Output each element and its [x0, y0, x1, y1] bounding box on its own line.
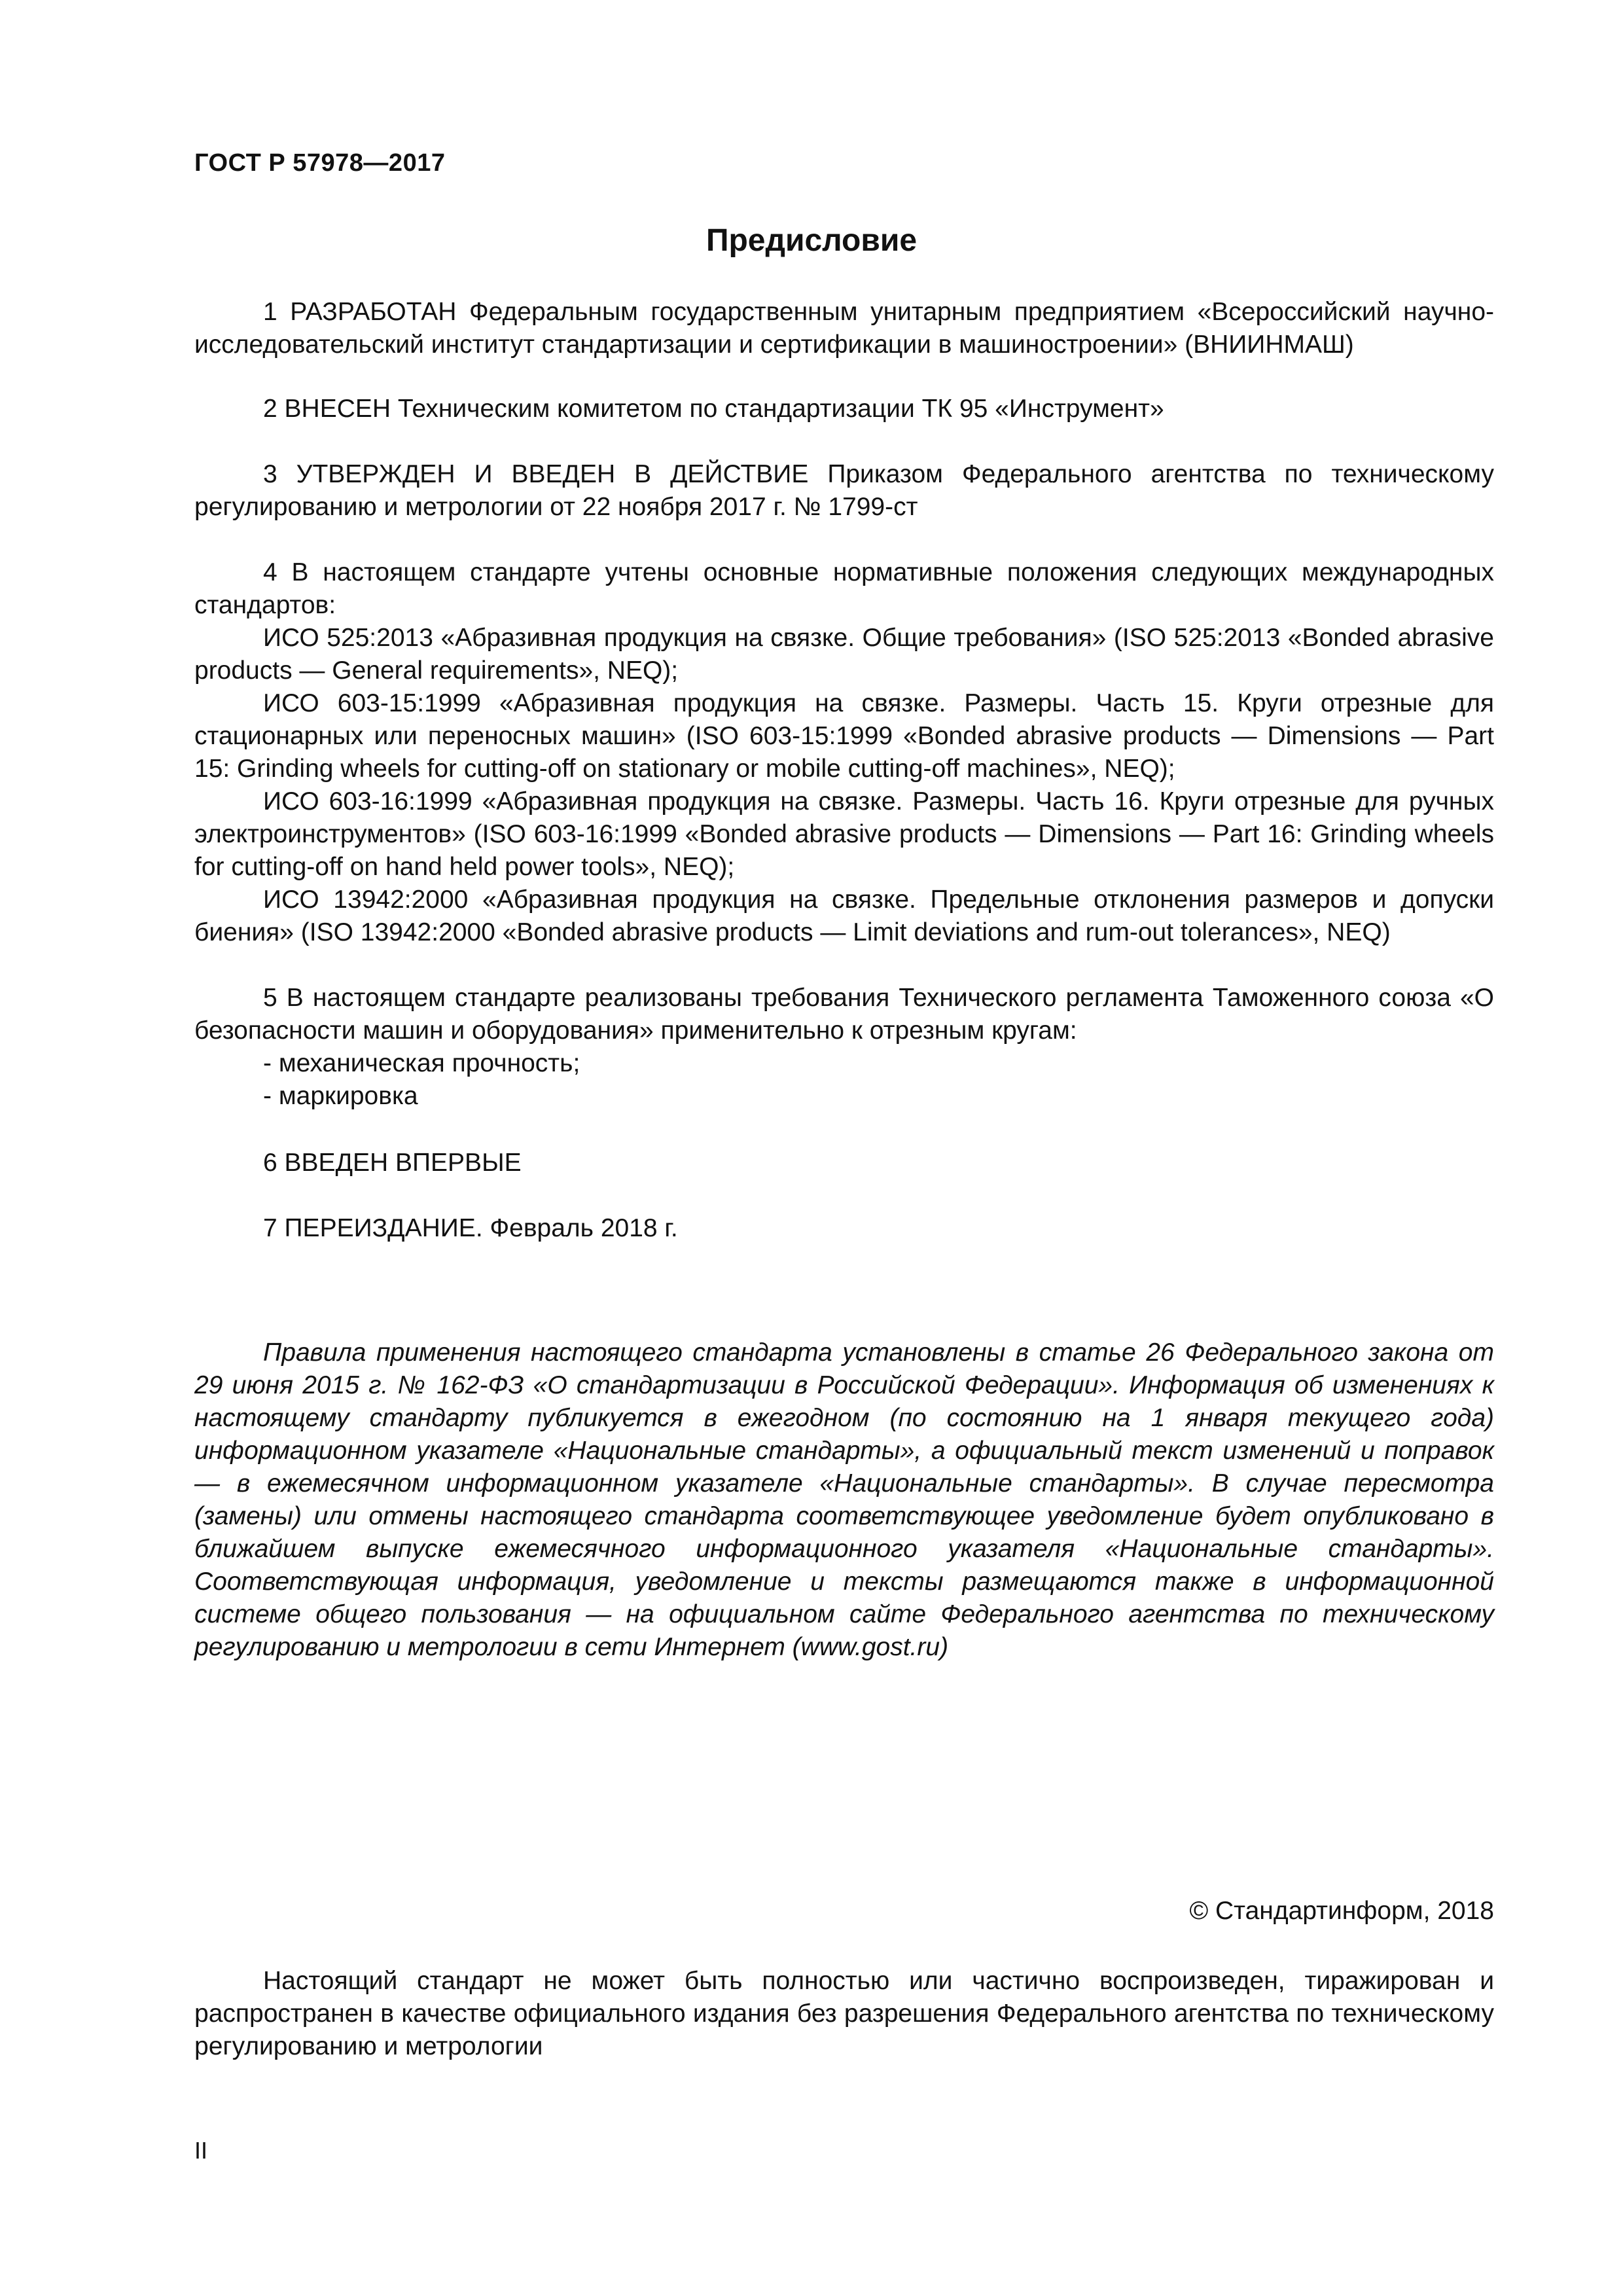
- item-5-intro: 5 В настоящем стандарте реализованы требования Технического регламента Таможенного союза «О безопасности машин и оборудования» применительно к отрезным кругам:: [194, 984, 1494, 1045]
- item-4-ref-2: ИСО 603-15:1999 «Абразивная продукция на связке. Размеры. Часть 15. Круги отрезные для стационарных или переносных машин» (ISO 603-15:1999 «Bonded abrasive products — Dimensions — Part 15: Grinding wheels for cutting-off on stationary or mobile cutting-off machines», NEQ);: [194, 689, 1494, 783]
- item-4-ref-3: ИСО 603-16:1999 «Абразивная продукция на связке. Размеры. Часть 16. Круги отрезные для ручных электроинструментов» (ISO 603-16:1999 «Bonded abrasive products — Dimensions — Part 16: Grinding wheels for cutting-off on hand held power tools», NEQ);: [194, 787, 1494, 881]
- item-6: 6 ВВЕДЕН ВПЕРВЫЕ: [263, 1149, 522, 1177]
- item-1-section: [194, 296, 1494, 361]
- page-title: Предисловие: [705, 223, 918, 258]
- item-1: 1 РАЗРАБОТАН Федеральным государственным унитарным предприятием «Всероссийский научно-исследовательский институт стандартизации и сертификации в машиностроении» (ВНИИНМАШ): [194, 298, 1494, 359]
- item-5-list-item-1: - механическая прочность;: [263, 1049, 580, 1077]
- item-7: 7 ПЕРЕИЗДАНИЕ. Февраль 2018 г.: [263, 1214, 678, 1242]
- item-3: 3 УТВЕРЖДЕН И ВВЕДЕН В ДЕЙСТВИЕ Приказом Федерального агентства по техническому регулированию и метрологии от 22 ноября 2017 г. № 1799-ст: [194, 460, 1494, 521]
- item-2: 2 ВНЕСЕН Техническим комитетом по стандартизации ТК 95 «Инструмент»: [263, 395, 1164, 423]
- item-6-section: [194, 1147, 1494, 1179]
- reproduction-notice-section: [194, 1965, 1494, 2063]
- rules-notice: Правила применения настоящего стандарта установлены в статье 26 Федерального закона от 29 июня 2015 г. № 162-ФЗ «О стандартизации в Российской Федерации». Информация об изменениях к настоящему стандарту публикуется в ежегодном (по состоянию на 1 января текущего года) информационном указателе «Национальные стандарты», а официальный текст изменений и поправок — в ежемесячном информационном указателе «Национальные стандарты». В случае пересмотра (замены) или отмены настоящего стандарта соответствующее уведомление будет опубликовано в ближайшем выпуске ежемесячного информационного указателя «Национальные стандарты». Соответствующая информация, уведомление и тексты размещаются также в информационной системе общего пользования — на официальном сайте Федерального агентства по техническому регулированию и метрологии в сети Интернет (www.gost.ru): [194, 1338, 1494, 1661]
- rules-notice-section: [194, 1336, 1494, 1664]
- item-4-section: [194, 556, 1494, 949]
- item-4-intro: 4 В настоящем стандарте учтены основные нормативные положения следующих международных стандартов:: [194, 558, 1494, 619]
- document-code: ГОСТ Р 57978—2017: [194, 149, 446, 177]
- item-2-section: [194, 393, 1494, 425]
- item-5-list-item-2: - маркировка: [263, 1082, 418, 1110]
- item-3-section: [194, 458, 1494, 524]
- item-4-ref-4: ИСО 13942:2000 «Абразивная продукция на связке. Предельные отклонения размеров и допуски биения» (ISO 13942:2000 «Bonded abrasive products — Limit deviations and rum-out tolerances», NEQ): [194, 886, 1494, 946]
- item-4-ref-1: ИСО 525:2013 «Абразивная продукция на связке. Общие требования» (ISO 525:2013 «Bonded abrasive products — General requirements», NEQ);: [194, 624, 1494, 685]
- copyright: © Стандартинформ, 2018: [1189, 1897, 1494, 1925]
- page-number: II: [194, 2137, 208, 2164]
- item-5-section: [194, 982, 1494, 1113]
- item-7-section: [194, 1212, 1494, 1245]
- reproduction-notice: Настоящий стандарт не может быть полностью или частично воспроизведен, тиражирован и распространен в качестве официального издания без разрешения Федерального агентства по техническому регулированию и метрологии: [194, 1967, 1494, 2060]
